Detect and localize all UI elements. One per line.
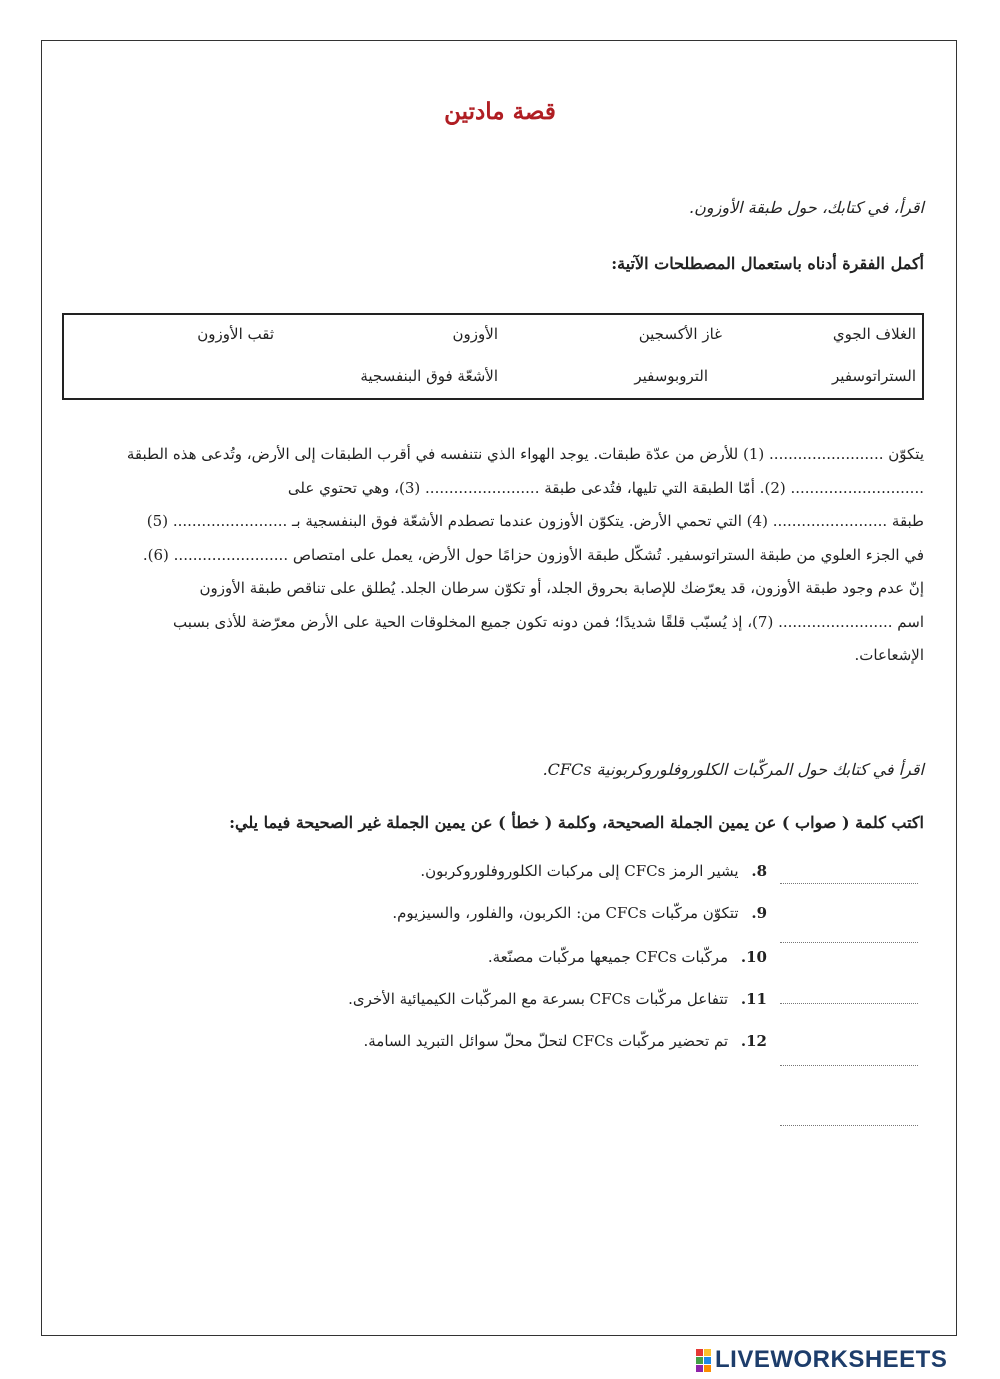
statement-number: 9. (751, 904, 767, 922)
answer-blank-9[interactable] (780, 942, 918, 943)
paragraph-line: الإشعاعات. (854, 646, 924, 664)
statement-number: 8. (751, 862, 767, 880)
statement-text: يشير الرمز CFCs إلى مركبات الكلوروفلوروكربون. (420, 862, 739, 880)
statement-number: 12. (740, 1032, 767, 1050)
page-title: قصة مادتين (444, 98, 556, 125)
logo-blocks-icon (696, 1349, 711, 1372)
term-ozone-hole: ثقب الأوزون (197, 325, 274, 343)
paragraph-line: إنّ عدم وجود طبقة الأوزون، قد يعرّضك للإصابة بحروق الجلد، أو تكوّن سرطان الجلد. يُطلق على تناقص طبقة الأوزون (199, 579, 924, 597)
paragraph-line: في الجزء العلوي من طبقة الستراتوسفير. تُشكّل طبقة الأوزون حزامًا حول الأرض، يعمل على امتصاص ........................ (6). (142, 545, 924, 564)
section1-read-instruction: اقرأ، في كتابك، حول طبقة الأوزون. (689, 198, 924, 217)
statement-text: تتكوّن مركّبات CFCs من: الكربون، والفلور، والسيزيوم. (392, 904, 739, 922)
statement-text: تم تحضير مركّبات CFCs لتحلّ محلّ سوائل التبريد السامة. (363, 1032, 729, 1050)
liveworksheets-logo (696, 1347, 947, 1373)
term-oxygen: غاز الأكسجين (638, 325, 722, 343)
statement-text: مركّبات CFCs جميعها مركّبات مصنّعة. (487, 948, 729, 966)
answer-blank-11[interactable] (780, 1065, 918, 1066)
answer-blank-10[interactable] (780, 1003, 918, 1004)
paragraph-line: طبقة ........................ (4) التي تحمي الأرض. يتكوّن الأوزون عندما تصطدم الأشعّة فوق البنفسجية بـ ........................ (5) (146, 512, 924, 530)
statement-item (420, 862, 767, 880)
paragraph-line: يتكوّن ........................ (1) للأرض من عدّة طبقات. يوجد الهواء الذي نتنفسه في أقرب الطبقات إلى الأرض، وتُدعى هذه الطبقة (126, 445, 924, 463)
term-stratosphere: الستراتوسفير (832, 367, 916, 385)
term-uv-rays: الأشعّة فوق البنفسجية (360, 367, 498, 385)
term-troposphere: التروبوسفير (634, 367, 708, 385)
statement-item (348, 990, 767, 1008)
section2-true-false-instruction: اكتب كلمة ( صواب ) عن يمين الجملة الصحيحة، وكلمة ( خطأ ) عن يمين الجملة غير الصحيحة فيما يلي: (229, 813, 924, 832)
statement-number: 10. (740, 948, 767, 966)
statement-number: 11. (740, 990, 767, 1008)
term-ozone: الأوزون (452, 325, 498, 343)
statement-item (364, 1032, 768, 1050)
fill-in-paragraph (62, 438, 924, 673)
answer-blank-8[interactable] (780, 883, 918, 884)
logo-text: LIVEWORKSHEETS (715, 1346, 948, 1373)
paragraph-line: اسم ........................ (7)، إذ يُسبّب قلقًا شديدًا؛ فمن دونه تكون جميع المخلوقات الحية على الأرض معرّضة للأذى بسبب (172, 612, 924, 631)
statement-item (488, 948, 767, 966)
term-atmosphere: الغلاف الجوي (832, 325, 916, 343)
paragraph-line: ............................ (2). أمّا الطبقة التي تليها، فتُدعى طبقة ........................ (3)، وهي تحتوي على (287, 478, 924, 497)
section2-read-instruction: اقرأ في كتابك حول المركّبات الكلوروفلوروكربونية CFCs. (542, 760, 924, 779)
statement-item (392, 904, 767, 922)
page-frame (41, 40, 957, 1336)
section1-complete-instruction: أكمل الفقرة أدناه باستعمال المصطلحات الآتية: (611, 254, 924, 273)
answer-blank-12[interactable] (780, 1125, 918, 1126)
terms-box (62, 313, 924, 400)
statement-text: تتفاعل مركّبات CFCs بسرعة مع المركّبات الكيميائية الأخرى. (348, 990, 729, 1008)
